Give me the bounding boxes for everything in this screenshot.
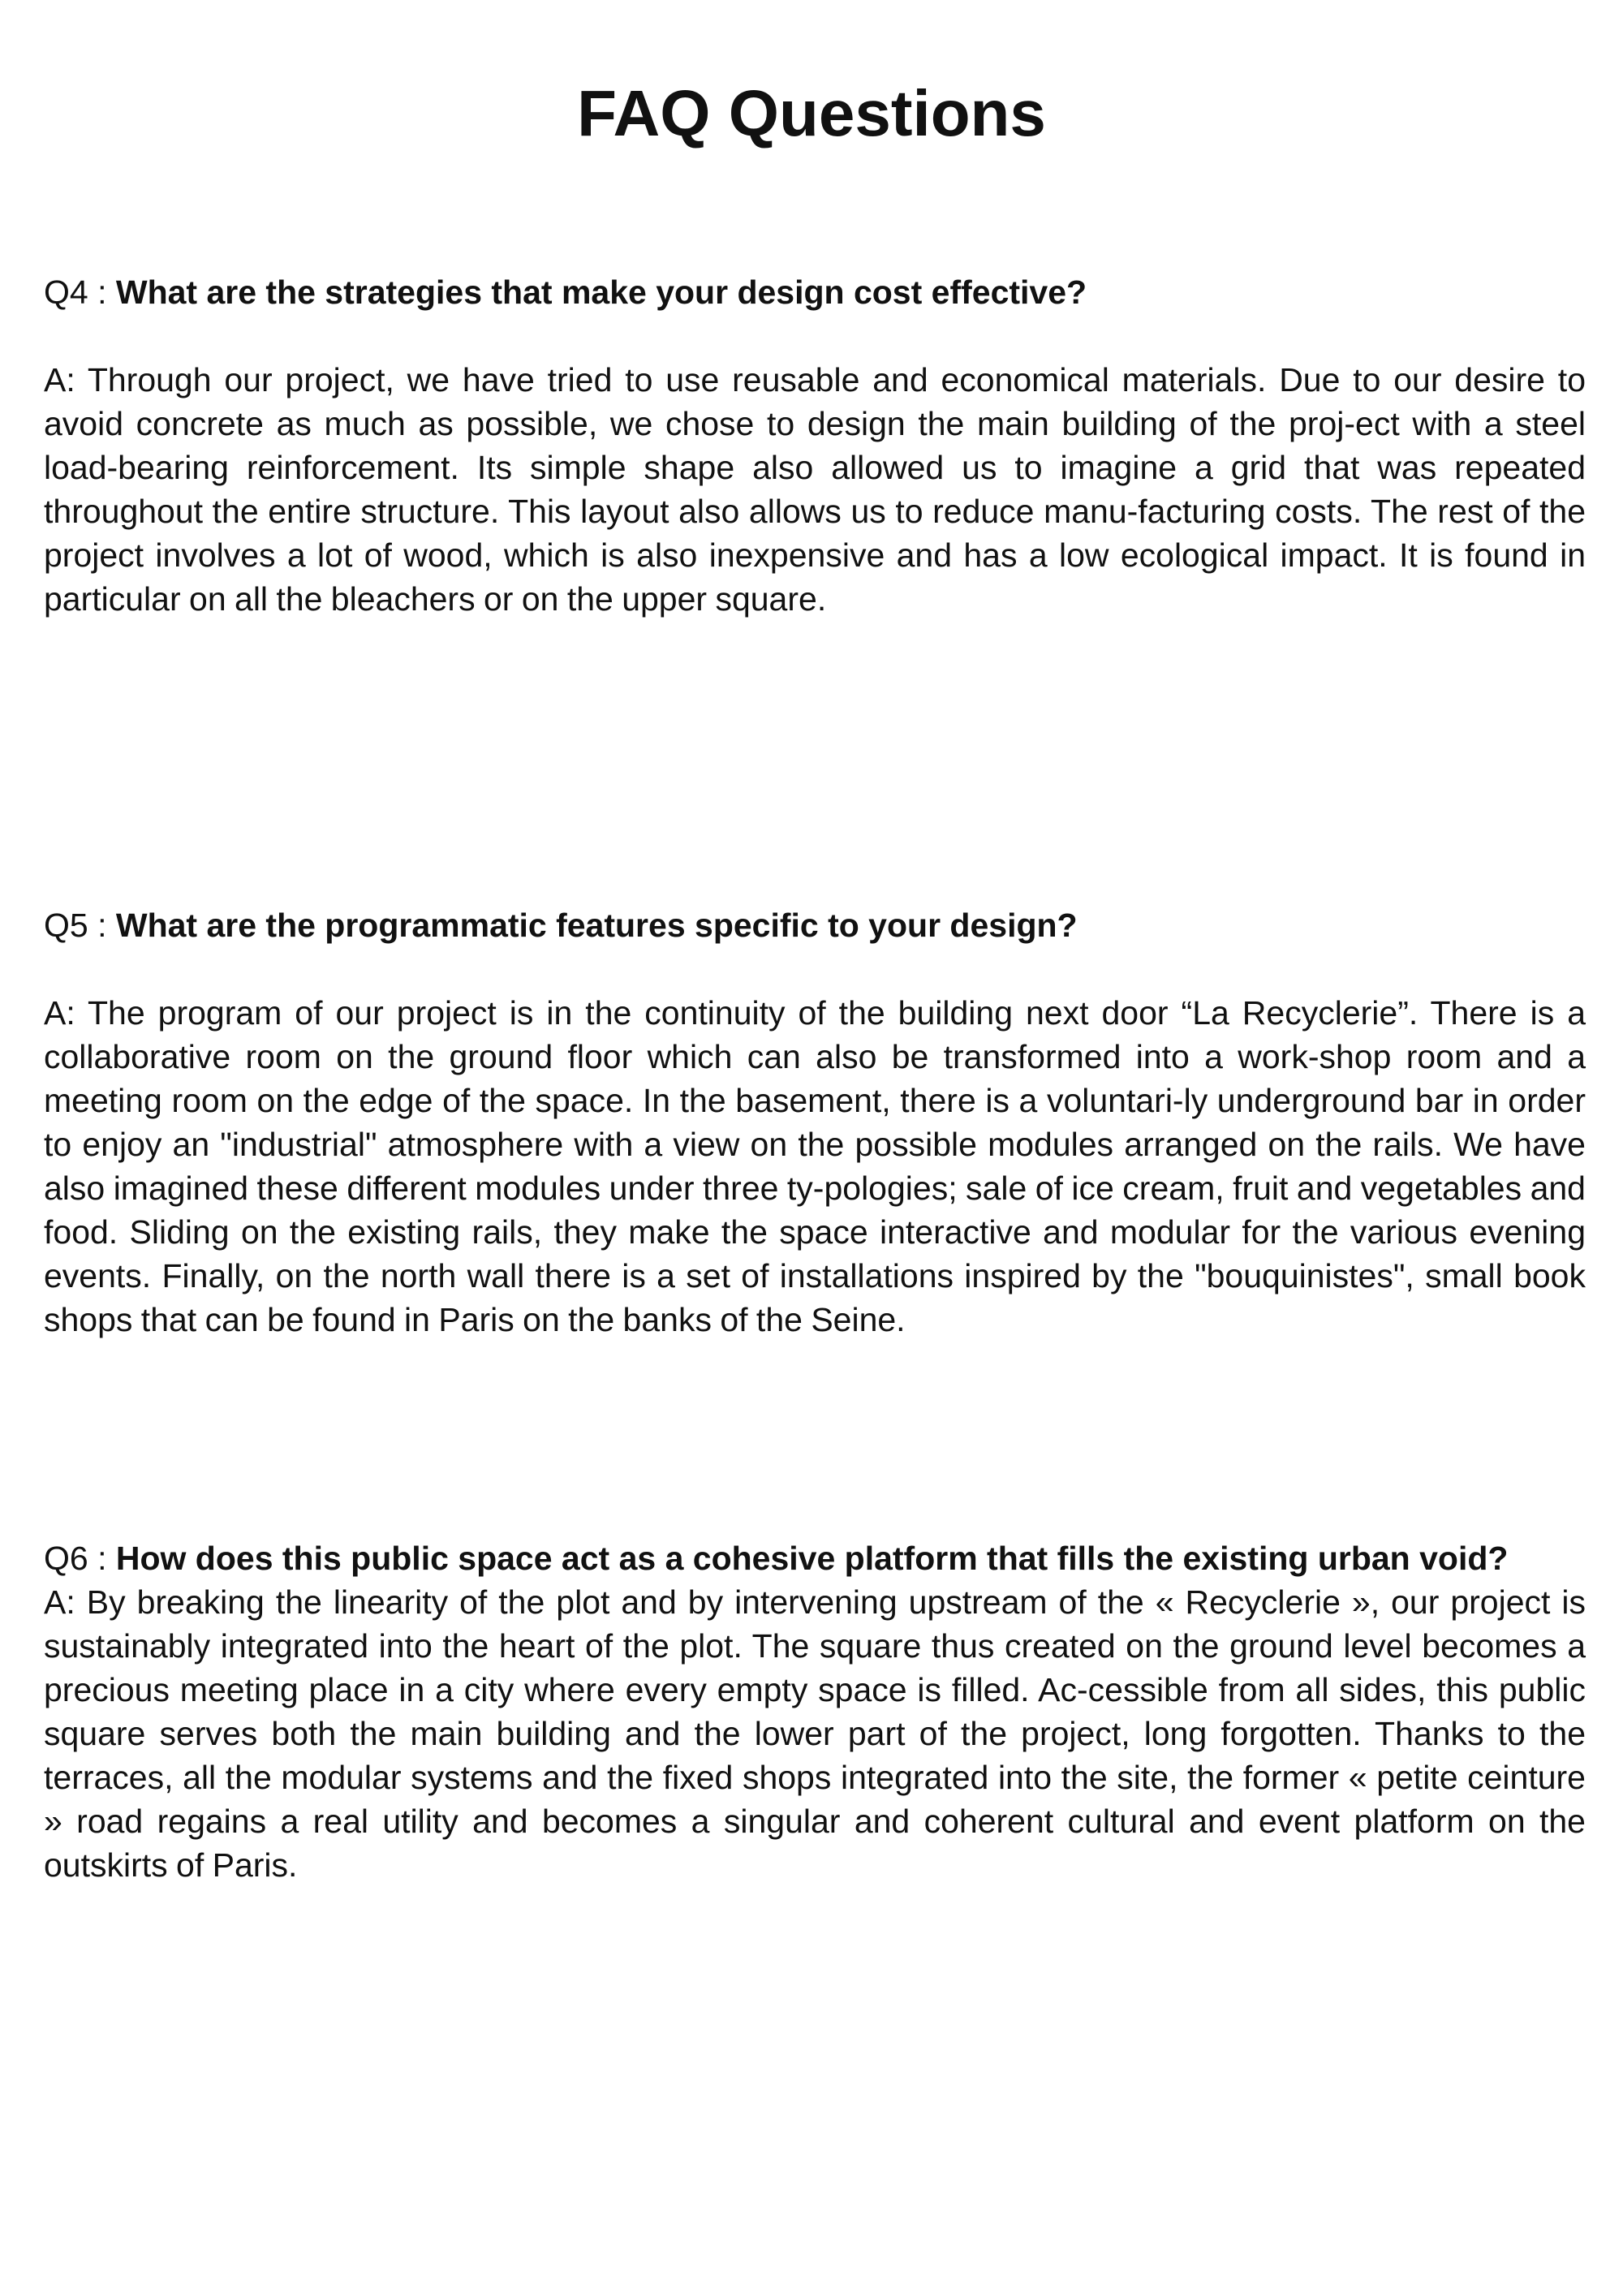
question-number: Q6 :	[44, 1540, 116, 1577]
faq-question	[44, 903, 1586, 947]
page-title: FAQ Questions	[577, 77, 1046, 149]
faq-answer: A: Through our project, we have tried to use reusable and economical materials. Due to our desire to avoid concrete as much as possible, we chose to design the main building of the proj-ect with a steel load-bearing reinforcement. Its simple shape also allowed us to imagine a grid that was repeated throughout the entire structure. This layout also allows us to reduce manu-facturing costs. The rest of the project involves a lot of wood, which is also inexpensive and has a low ecological impact. It is found in particular on all the bleachers or on the upper square.	[44, 361, 1586, 618]
faq-answer: A: By breaking the linearity of the plot and by intervening upstream of the « Recyclerie », our project is sustainably integrated into the heart of the plot. The square thus created on the ground level becomes a precious meeting place in a city where every empty space is filled. Ac-cessible from all sides, this public square serves both the main building and the lower part of the project, long forgotten. Thanks to the terraces, all the modular systems and the fixed shops integrated into the site, the former « petite ceinture » road regains a real utility and becomes a singular and coherent cultural and event platform on the outskirts of Paris.	[44, 1583, 1586, 1884]
faq-question	[44, 270, 1586, 314]
question-number: Q4 :	[44, 274, 116, 311]
faq-item-q5	[44, 903, 1586, 1342]
faq-item-q4	[44, 270, 1586, 621]
faq-answer: A: The program of our project is in the continuity of the building next door “La Recyclerie”. There is a collaborative room on the ground floor which can also be transformed into a work-shop room and a meeting room on the edge of the space. In the basement, there is a voluntari-ly underground bar in order to enjoy an "industrial" atmosphere with a view on the possible modules arranged on the rails. We have also imagined these different modules under three ty-pologies; sale of ice cream, fruit and vegetables and food. Sliding on the existing rails, they make the space interactive and modular for the various evening events. Finally, on the north wall there is a set of installations inspired by the "bouquinistes", small book shops that can be found in Paris on the banks of the Seine.	[44, 994, 1586, 1338]
faq-question	[44, 1536, 1586, 1580]
question-number: Q5 :	[44, 907, 116, 944]
question-text: How does this public space act as a cohesive platform that fills the existing urban void?	[115, 1540, 1509, 1577]
question-text: What are the strategies that make your design cost effective?	[115, 274, 1087, 311]
faq-item-q6	[44, 1536, 1586, 1887]
question-text: What are the programmatic features specific to your design?	[115, 907, 1078, 944]
